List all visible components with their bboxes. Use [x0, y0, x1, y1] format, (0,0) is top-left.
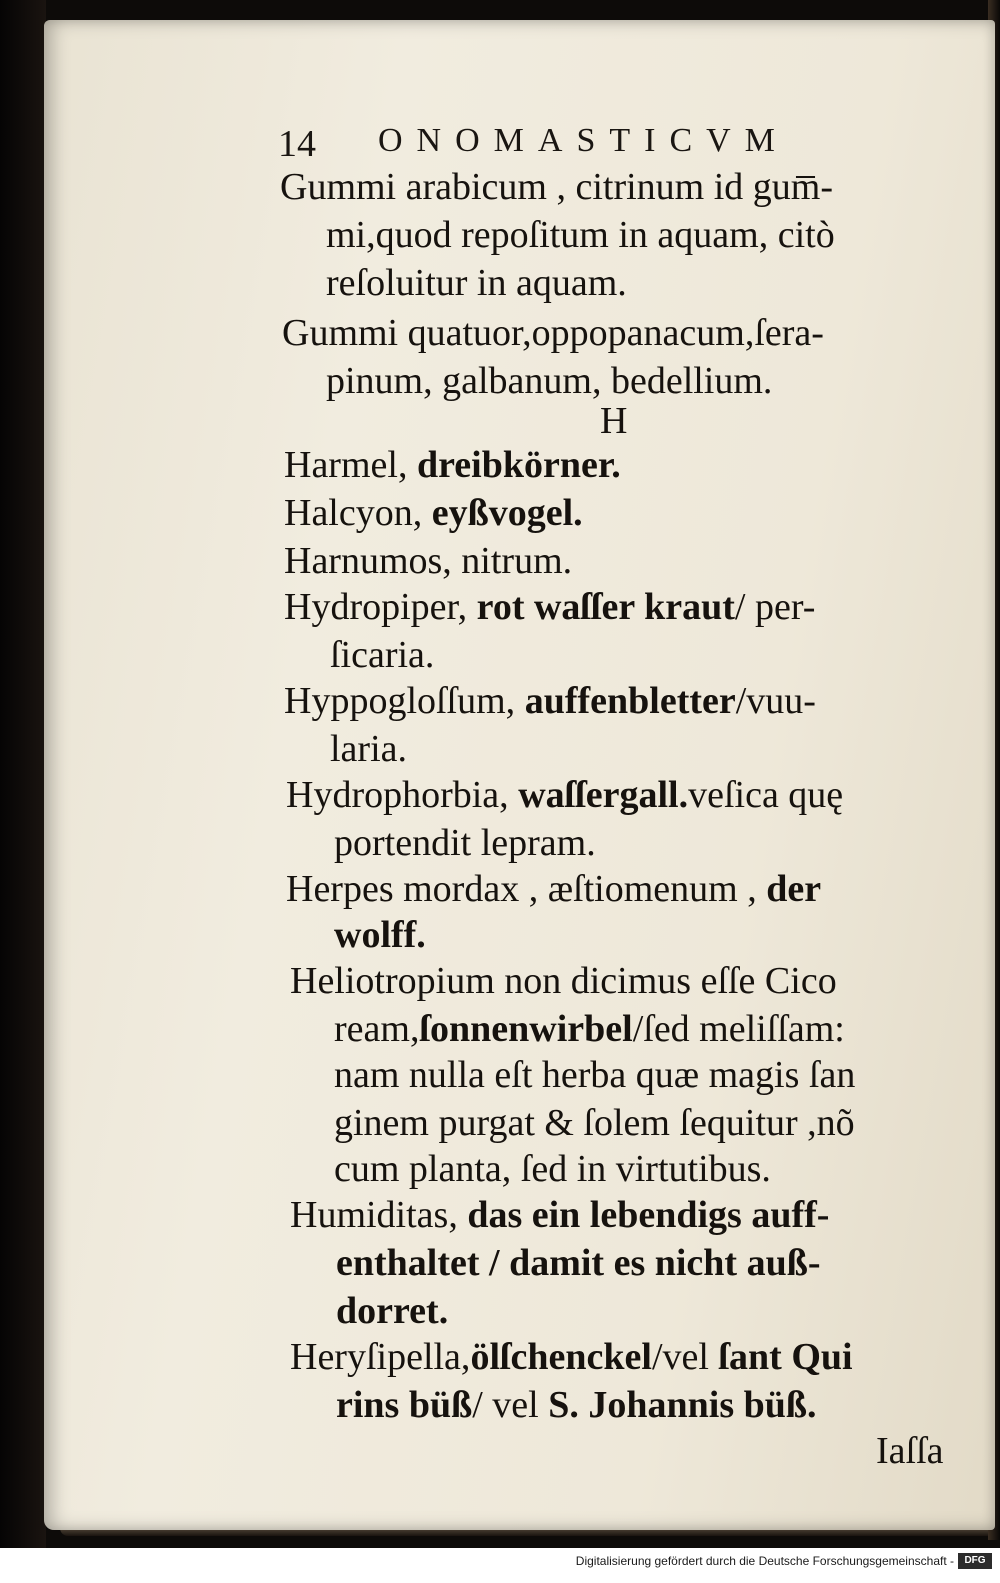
- roman-text: Halcyon,: [284, 492, 432, 534]
- blackletter-text: rot waſſer kraut: [476, 586, 735, 628]
- blackletter-text: ſant Qui: [718, 1336, 853, 1378]
- roman-text: Hydrophorbia,: [286, 774, 519, 816]
- roman-text: Hydropiper,: [284, 586, 477, 628]
- roman-text: ſicaria.: [330, 634, 435, 676]
- roman-text: laria.: [330, 728, 408, 770]
- blackletter-text: eyßvogel.: [431, 492, 583, 534]
- blackletter-text: dreibkörner.: [416, 444, 621, 486]
- text-line: [326, 260, 627, 306]
- blackletter-text: dorret.: [336, 1290, 449, 1332]
- roman-text: pinum, galbanum, bedellium.: [326, 360, 773, 402]
- roman-text: Heliotropium non dicimus eſſe Cico: [290, 960, 837, 1002]
- text-line: [336, 1240, 821, 1286]
- blackletter-text: rins büß: [336, 1384, 473, 1426]
- text-line: [336, 1288, 448, 1334]
- page-header: [278, 118, 898, 168]
- blackletter-text: ölſchenckel: [470, 1336, 652, 1378]
- text-line: [284, 490, 583, 536]
- blackletter-text: auffenbletter: [524, 680, 736, 722]
- blackletter-text: das ein lebendigs auff-: [467, 1194, 830, 1236]
- text-line: [326, 212, 835, 258]
- roman-text: /vuu-: [735, 680, 816, 722]
- roman-text: / per-: [734, 586, 816, 628]
- roman-text: Humiditas,: [290, 1194, 468, 1236]
- text-line: [876, 1428, 944, 1474]
- text-line: [330, 726, 407, 772]
- text-line: [284, 584, 815, 630]
- text-line: [334, 1146, 771, 1192]
- bleed-through: [880, 250, 940, 290]
- footer-credit: Digitalisierung gefördert durch die Deutsche Forschungsgemeinschaft -: [575, 1554, 954, 1568]
- text-line: [334, 1052, 855, 1098]
- roman-text: /vel: [651, 1336, 719, 1378]
- roman-text: Heryſipella,: [290, 1336, 471, 1378]
- text-line: [290, 1334, 853, 1380]
- running-title: ONOMASTICVM: [378, 122, 789, 159]
- text-line: [284, 442, 621, 488]
- roman-text: Harnumos, nitrum.: [284, 540, 573, 582]
- blackletter-text: wolff.: [334, 914, 426, 956]
- roman-text: H: [600, 400, 628, 442]
- text-line: [326, 358, 772, 404]
- roman-text: / vel: [472, 1384, 549, 1426]
- roman-text: ginem purgat & ſolem ſequitur ,nõ: [334, 1102, 855, 1144]
- page-number: 14: [278, 123, 316, 165]
- dfg-logo: DFG: [958, 1553, 992, 1569]
- roman-text: mi,quod repoſitum in aquam, citò: [326, 214, 835, 256]
- text-line: [286, 866, 821, 912]
- blackletter-text: enthaltet / damit es nicht auß-: [336, 1242, 821, 1284]
- roman-text: veſica quę: [688, 774, 844, 816]
- blackletter-text: der: [766, 868, 822, 910]
- roman-text: Harmel,: [284, 444, 417, 486]
- roman-text: portendit lepram.: [334, 822, 596, 864]
- scan-shadow-left: [0, 0, 46, 1583]
- text-line: [290, 1192, 829, 1238]
- roman-text: Iaſſa: [876, 1430, 944, 1472]
- text-line: [282, 310, 824, 356]
- blackletter-text: S. Johannis büß.: [548, 1384, 817, 1426]
- text-line: [286, 772, 843, 818]
- roman-text: nam nulla eſt herba quæ magis ſan: [334, 1054, 856, 1096]
- roman-text: reſoluitur in aquam.: [326, 262, 627, 304]
- text-line: [600, 398, 627, 444]
- text-line: [334, 912, 426, 958]
- text-line: [284, 538, 572, 584]
- digitization-footer: [0, 1548, 1000, 1583]
- text-line: [334, 820, 596, 866]
- blackletter-text: ſonnenwirbel: [419, 1008, 633, 1050]
- roman-text: Hyppogloſſum,: [284, 680, 525, 722]
- text-line: [336, 1382, 817, 1428]
- text-line: [330, 632, 434, 678]
- text-line: [280, 164, 833, 210]
- text-line: [290, 958, 837, 1004]
- text-line: [284, 678, 816, 724]
- text-line: [334, 1006, 845, 1052]
- roman-text: /ſed meliſſam:: [632, 1008, 845, 1050]
- blackletter-text: waſſergall.: [518, 774, 689, 816]
- text-line: [334, 1100, 855, 1146]
- roman-text: Gummi quatuor,oppopanacum,ſera-: [282, 312, 824, 354]
- roman-text: cum planta, ſed in virtutibus.: [334, 1148, 771, 1190]
- roman-text: ream,: [334, 1008, 420, 1050]
- roman-text: Herpes mordax , æſtiomenum ,: [286, 868, 767, 910]
- roman-text: Gummi arabicum , citrinum id gum̅-: [280, 166, 834, 208]
